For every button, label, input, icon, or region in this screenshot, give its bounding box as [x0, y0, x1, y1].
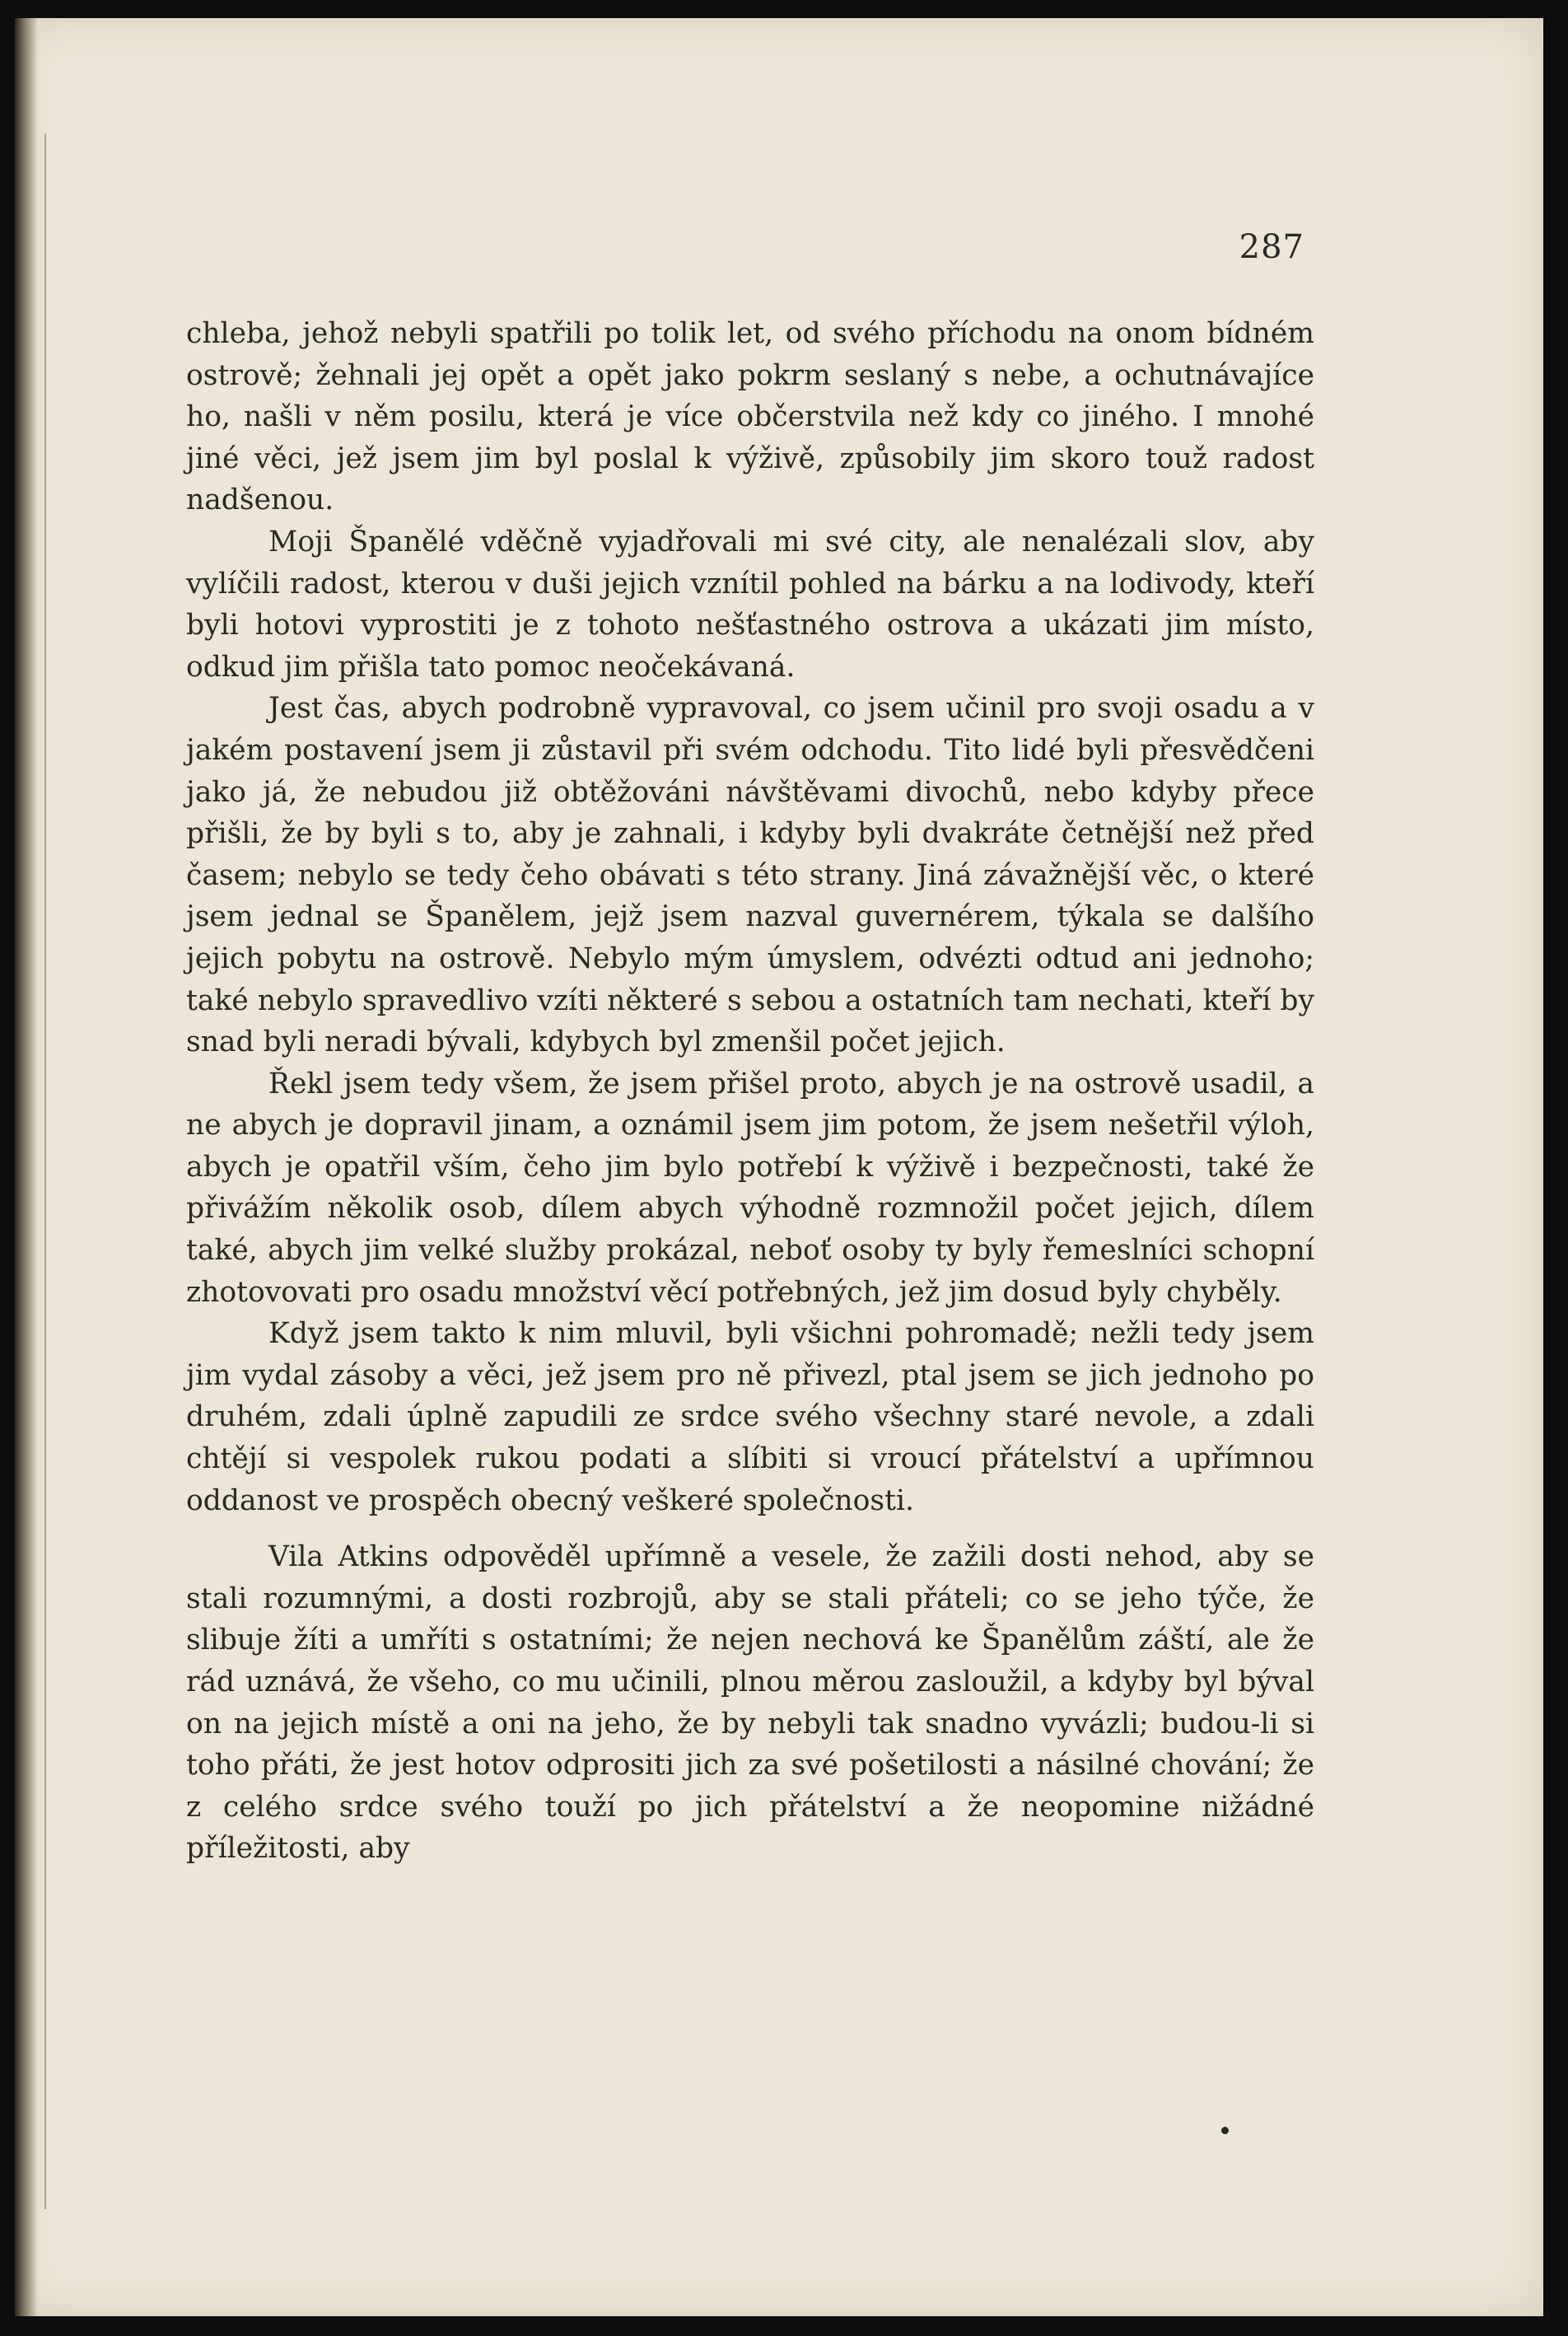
paragraph-5: Když jsem takto k nim mluvil, byli všichni pohromadě; nežli tedy jsem jim vydal zásoby a věci, jež jsem pro ně přivezl, ptal jsem se jich jednoho po druhém, zdali úplně zapudili ze srdce svého všechny staré nevole, a zdali chtějí si vespolek rukou podati a slíbiti si vroucí přátelství a upřímnou oddanost ve prospěch obecný veškeré společnosti. [186, 1317, 1314, 1517]
paragraph-1: chleba, jehož nebyli spatřili po tolik let, od svého příchodu na onom bídném ostrově; žehnali jej opět a opět jako pokrm seslaný s nebe, a ochutnávajíce ho, našli v něm posilu, která je více občerstvila než kdy co jiného. I mnohé jiné věci, jež jsem jim byl poslal k výživě, způsobily jim skoro touž radost nadšenou. [186, 317, 1314, 517]
paragraph-2: Moji Španělé vděčně vyjadřovali mi své city, ale nenalézali slov, aby vylíčili radost, kterou v duši jejich vznítil pohled na bárku a na lodivody, kteří byli hotovi vyprostiti je z tohoto nešťastného ostrova a ukázati jim místo, odkud jim přišla tato pomoc neočekávaná. [186, 525, 1314, 684]
ink-speck [1221, 2127, 1229, 2134]
paragraph-4: Řekl jsem tedy všem, že jsem přišel proto, abych je na ostrově usadil, a ne abych je dopravil jinam, a oznámil jsem jim potom, že jsem nešetřil výloh, abych je opatřil vším, čeho jim bylo potřebí k výživě i bezpečnosti, také že přivážím několik osob, dílem abych výhodně rozmnožil počet jejich, dílem také, abych jim velké služby prokázal, neboť osoby ty byly řemeslníci schopní zhotovovati pro osadu množství věcí potřebných, jež jim dosud byly chyběly. [186, 1067, 1314, 1309]
gutter-rule [44, 133, 46, 2209]
paragraph-6: Vila Atkins odpověděl upřímně a vesele, že zažili dosti nehod, aby se stali rozumnými, a dosti rozbrojů, aby se stali přáteli; co se jeho týče, že slibuje žíti a umříti s ostatními; že nejen nechová ke Španělům záští, ale že rád uznává, že všeho, co mu učinili, plnou měrou zasloužil, a kdyby byl býval on na jejich místě a oni na jeho, že by nebyli tak snadno vyvázli; budou-li si toho přáti, že jest hotov odprositi jich za své pošetilosti a násilné chování; že z celého srdce svého touží po jich přátelství a že neopomine nižádné příležitosti, aby [186, 1540, 1314, 1866]
binding-gutter [15, 18, 38, 2316]
paper-sheet [15, 18, 1543, 2316]
page-number: 287 [1239, 228, 1304, 266]
paragraph-3: Jest čas, abych podrobně vypravoval, co jsem učinil pro svoji osadu a v jakém postavení jsem ji zůstavil při svém odchodu. Tito lidé byli přesvědčeni jako já, že nebudou již obtěžováni návštěvami divochů, nebo kdyby přece přišli, že by byli s to, aby je zahnali, i kdyby byli dvakráte četnější než před časem; nebylo se tedy čeho obávati s této strany. Jiná závažnější věc, o které jsem jednal se Španělem, jejž jsem nazval guvernérem, týkala se dalšího jejich pobytu na ostrově. Nebylo mým úmyslem, odvézti odtud ani jednoho; také nebylo spravedlivo vzíti některé s sebou a ostatních tam nechati, kteří by snad byli neradi bývali, kdybych byl zmenšil počet jejich. [186, 692, 1314, 1059]
body-text [186, 313, 1314, 1870]
